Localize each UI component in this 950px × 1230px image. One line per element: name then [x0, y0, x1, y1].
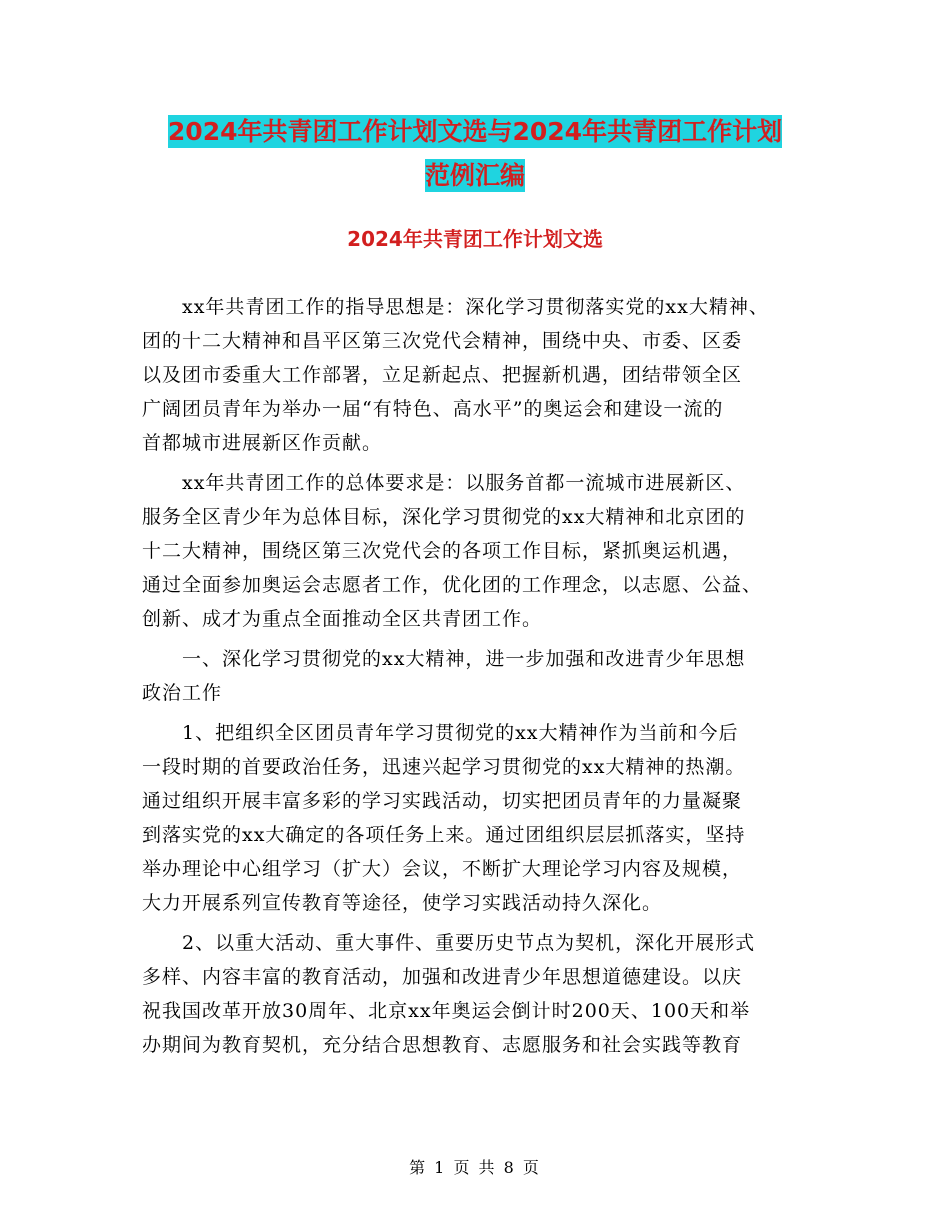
text-line: 2、以重大活动、重大事件、重要历史节点为契机，深化开展形式 — [182, 932, 756, 954]
text-line: 1、把组织全区团员青年学习贯彻党的xx大精神作为当前和今后 — [182, 722, 739, 744]
text-line: 祝我国改革开放30周年、北京xx年奥运会倒计时200天、100天和举 — [142, 1000, 751, 1022]
paragraph-4 — [142, 716, 822, 920]
text-line: 通过全面参加奥运会志愿者工作，优化团的工作理念，以志愿、公益、 — [142, 574, 763, 596]
paragraph-5 — [142, 926, 822, 1062]
text-line: 服务全区青少年为总体目标，深化学习贯彻党的xx大精神和北京团的 — [142, 506, 746, 528]
text-line: 办期间为教育契机，充分结合思想教育、志愿服务和社会实践等教育 — [142, 1034, 743, 1056]
text-line: 创新、成才为重点全面推动全区共青团工作。 — [142, 608, 543, 630]
title-highlight-1: 2024年共青团工作计划文选与2024年共青团工作计划 — [167, 117, 783, 146]
text-line: 到落实党的xx大确定的各项任务上来。通过团组织层层抓落实，坚持 — [142, 824, 746, 846]
paragraph-2 — [142, 466, 822, 636]
paragraph-3 — [142, 642, 822, 710]
text-line: 十二大精神，围绕区第三次党代会的各项工作目标，紧抓奥运机遇， — [142, 540, 743, 562]
document-title-line-2 — [0, 156, 950, 196]
text-line: xx年共青团工作的指导思想是：深化学习贯彻落实党的xx大精神、 — [182, 296, 769, 318]
text-line: 举办理论中心组学习（扩大）会议，不断扩大理论学习内容及规模， — [142, 858, 743, 880]
text-line: 团的十二大精神和昌平区第三次党代会精神，围绕中央、市委、区委 — [142, 330, 743, 352]
paragraph-1 — [142, 290, 822, 460]
page-footer: 第 1 页 共 8 页 — [409, 1158, 541, 1177]
text-line: 一、深化学习贯彻党的xx大精神，进一步加强和改进青少年思想 — [182, 648, 746, 670]
text-line: 以及团市委重大工作部署，立足新起点、把握新机遇，团结带领全区 — [142, 364, 743, 386]
text-line: xx年共青团工作的总体要求是：以服务首都一流城市进展新区、 — [182, 472, 746, 494]
section-title: 2024年共青团工作计划文选 — [347, 227, 603, 251]
text-line: 多样、内容丰富的教育活动，加强和改进青少年思想道德建设。以庆 — [142, 966, 743, 988]
document-title-line-1 — [0, 112, 950, 152]
text-line: 一段时期的首要政治任务，迅速兴起学习贯彻党的xx大精神的热潮。 — [142, 756, 746, 778]
text-line: 政治工作 — [142, 682, 223, 704]
title-highlight-2: 范例汇编 — [424, 161, 525, 190]
text-line: 大力开展系列宣传教育等途径，使学习实践活动持久深化。 — [142, 892, 663, 914]
body-text — [142, 290, 822, 1068]
text-line: 通过组织开展丰富多彩的学习实践活动，切实把团员青年的力量凝聚 — [142, 790, 743, 812]
text-line: 首都城市进展新区作贡献。 — [142, 432, 383, 454]
text-line: 广阔团员青年为举办一届“有特色、高水平”的奥运会和建设一流的 — [142, 398, 724, 420]
